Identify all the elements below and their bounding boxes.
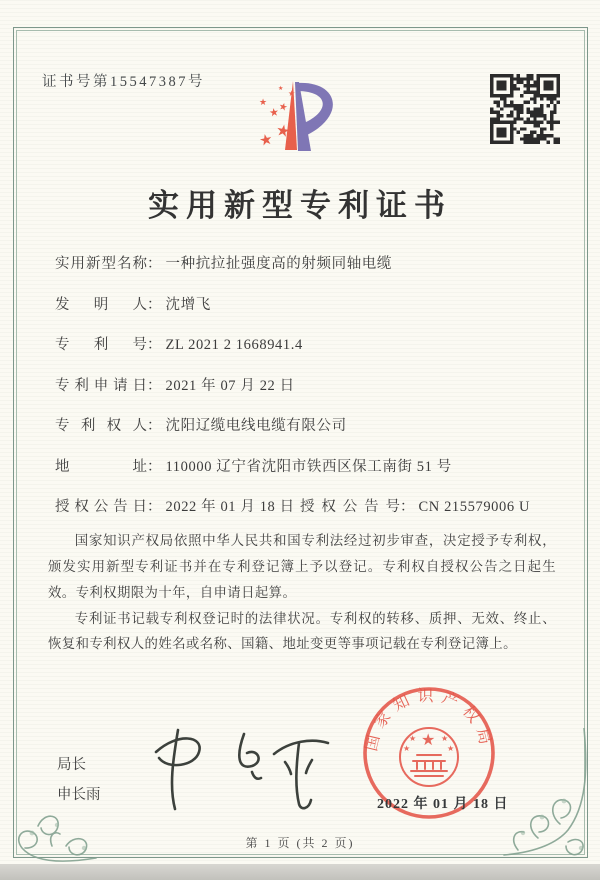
qr-code: [490, 74, 560, 144]
legal-paragraph-2: 专利证书记载专利权登记时的法律状况。专利权的转移、质押、无效、终止、恢复和专利权人的姓名或名称、国籍、地址变更等事项记载在专利登记簿上。: [48, 610, 556, 652]
field-value-address: 110000 辽宁省沈阳市铁西区保工南街 51 号: [165, 458, 452, 475]
field-value-grant-number: CN 215579006 U: [418, 499, 531, 515]
svg-text:★: ★: [403, 744, 411, 753]
field-label: 发明人: [55, 296, 147, 313]
svg-text:★: ★: [421, 730, 436, 749]
svg-text:★: ★: [288, 89, 296, 98]
certificate-title: 实用新型专利证书: [148, 188, 452, 223]
field-row-inventor: 发明人： 沈增飞: [55, 293, 555, 313]
field-row-filing-date: 专利申请日： 2021 年 07 月 22 日: [55, 374, 555, 394]
svg-text:★: ★: [259, 98, 268, 108]
svg-text:★: ★: [277, 101, 289, 114]
legal-text: [48, 528, 556, 657]
field-value-patent-no: ZL 2021 2 1668941.4: [165, 337, 303, 353]
field-list: [55, 252, 555, 536]
svg-text:★: ★: [257, 129, 275, 151]
signer-title: 局长: [57, 757, 86, 773]
field-label: 专利号: [55, 337, 147, 353]
field-value-filing-date: 2021 年 07 月 22 日: [165, 377, 295, 394]
signer-block: [57, 750, 101, 810]
field-row-address: 地址： 110000 辽宁省沈阳市铁西区保工南街 51 号: [55, 455, 555, 475]
seal-text: 国家知识产权局: [363, 688, 495, 753]
cnipa-logo-icon: [245, 64, 355, 166]
field-label: 实用新型名称: [55, 256, 147, 272]
field-label: 专利权人: [55, 418, 147, 434]
field-label: 专利申请日: [55, 377, 147, 394]
svg-text:★: ★: [274, 119, 292, 142]
svg-text:★: ★: [409, 734, 417, 743]
signer-name: 申长雨: [57, 787, 101, 803]
field-row-patent-no: 专利号： ZL 2021 2 1668941.4: [55, 333, 555, 353]
certificate-number: 证书号第15547387号: [42, 74, 205, 90]
field-row-patentee: 专利权人： 沈阳辽缆电线电缆有限公司: [55, 414, 555, 434]
field-value-utility-model-name: 一种抗拉扯强度高的射频同轴电缆: [165, 256, 392, 272]
field-value-patentee: 沈阳辽缆电线电缆有限公司: [165, 418, 347, 434]
svg-text:★: ★: [441, 734, 449, 743]
page-number: 第 1 页 (共 2 页): [245, 836, 355, 850]
svg-text:★: ★: [278, 85, 284, 92]
field-row-grant: [55, 495, 555, 515]
svg-text:★: ★: [447, 744, 455, 753]
grant-date-stamp: 2022 年 01 月 18 日: [377, 797, 509, 812]
svg-text:★: ★: [268, 105, 280, 120]
legal-paragraph-1: 国家知识产权局依照中华人民共和国专利法经过初步审查，决定授予专利权，颁发实用新型专利证书并在专利登记簿上予以登记。专利权自授权公告之日起生效。专利权期限为十年，自申请日起算。: [48, 533, 556, 600]
field-label: 地址: [55, 458, 147, 475]
scan-shadow: [0, 864, 600, 880]
field-label: 授权公告日: [55, 499, 147, 515]
handwritten-signature-icon: [140, 712, 345, 822]
field-label: 授权公告号: [300, 499, 400, 515]
field-row-name: 实用新型名称： 一种抗拉扯强度高的射频同轴电缆: [55, 252, 555, 272]
field-grant-number: 授权公告号： CN 215579006 U: [300, 495, 530, 515]
field-grant-date: 授权公告日： 2022 年 01 月 18 日: [55, 495, 300, 515]
field-value-grant-date: 2022 年 01 月 18 日: [165, 499, 295, 515]
field-value-inventor: 沈增飞: [165, 296, 211, 313]
